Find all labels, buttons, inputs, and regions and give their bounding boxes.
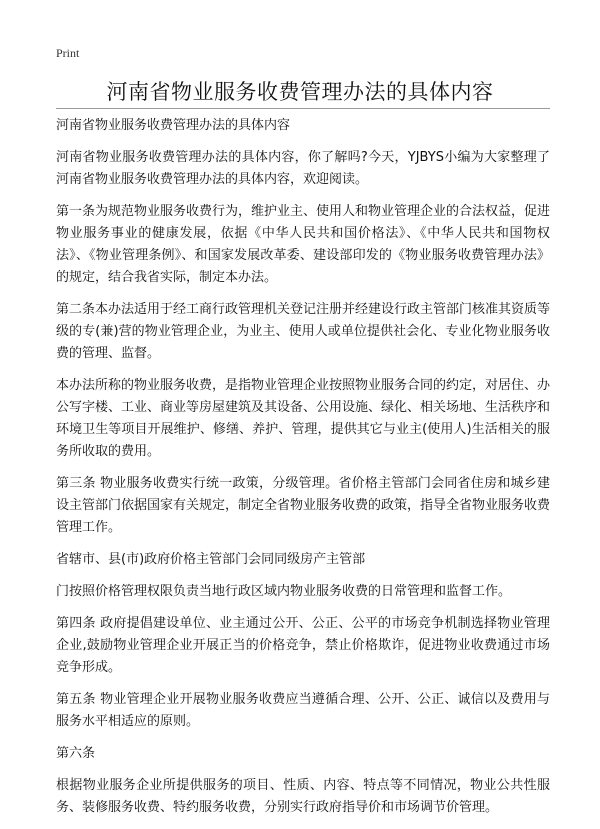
article-body (56, 115, 550, 829)
local-authority-paragraph: 省辖市、县(市)政府价格主管部门会同同级房产主管部 (56, 552, 366, 567)
article-subtitle: 河南省物业服务收费管理办法的具体内容 (56, 118, 291, 133)
article-1-paragraph: 第一条为规范物业服务收费行为，维护业主、使用人和物业管理企业的合法权益，促进物业服务事业的健康发展，依据《中华人民共和国价格法》、《中华人民共和国物权法》、《物业管理条例》、和国家发展改革委、建设部印发的《物业服务收费管理办法》的规定，结合我省实际，制定本办法。 (56, 204, 551, 285)
page-title: 河南省物业服务收费管理办法的具体内容 (106, 80, 494, 104)
article-5-paragraph: 第五条 物业管理企业开展物业服务收费应当遵循合理、公开、公正、诚信以及费用与服务水平相适应的原则。 (56, 692, 550, 729)
article-2-paragraph: 第二条本办法适用于经工商行政管理机关登记注册并经建设行政主管部门核准其资质等级的专(兼)营的物业管理企业，为业主、使用人或单位提供社会化、专业化物业服务收费的管理、监督。 (56, 302, 551, 361)
definition-paragraph: 本办法所称的物业服务收费，是指物业管理企业按照物业服务合同的约定，对居住、办公写字楼、工业、商业等房屋建筑及其设备、公用设施、绿化、相关场地、生活秩序和环境卫生等项目开展维护、修缮、养护、管理，提供其它与业主(使用人)生活相关的服务所收取的费用。 (56, 378, 551, 459)
intro-paragraph: 河南省物业服务收费管理办法的具体内容，你了解吗?今天，YJBYS小编为大家整理了河南省物业服务收费管理办法的具体内容，欢迎阅读。 (56, 150, 550, 187)
title-divider (56, 108, 550, 109)
article-4-paragraph: 第四条 政府提倡建设单位、业主通过公开、公正、公平的市场竞争机制选择物业管理企业,鼓励物业管理企业开展正当的价格竞争，禁止价格欺诈，促进物业收费通过市场竞争形成。 (56, 616, 550, 675)
local-authority-continued-paragraph: 门按照价格管理权限负责当地行政区域内物业服务收费的日常管理和监督工作。 (56, 584, 512, 599)
article-6-paragraph: 根据物业服务企业所提供服务的项目、性质、内容、特点等不同情况，物业公共性服务、装修服务收费、特约服务收费，分别实行政府指导价和市场调节价管理。 (56, 778, 550, 815)
article-3-paragraph: 第三条 物业服务收费实行统一政策，分级管理。省价格主管部门会同省住房和城乡建设主管部门依据国家有关规定，制定全省物业服务收费的政策，指导全省物业服务收费管理工作。 (56, 476, 551, 535)
article-6-heading: 第六条 (56, 746, 96, 761)
print-label: Print (56, 46, 80, 60)
